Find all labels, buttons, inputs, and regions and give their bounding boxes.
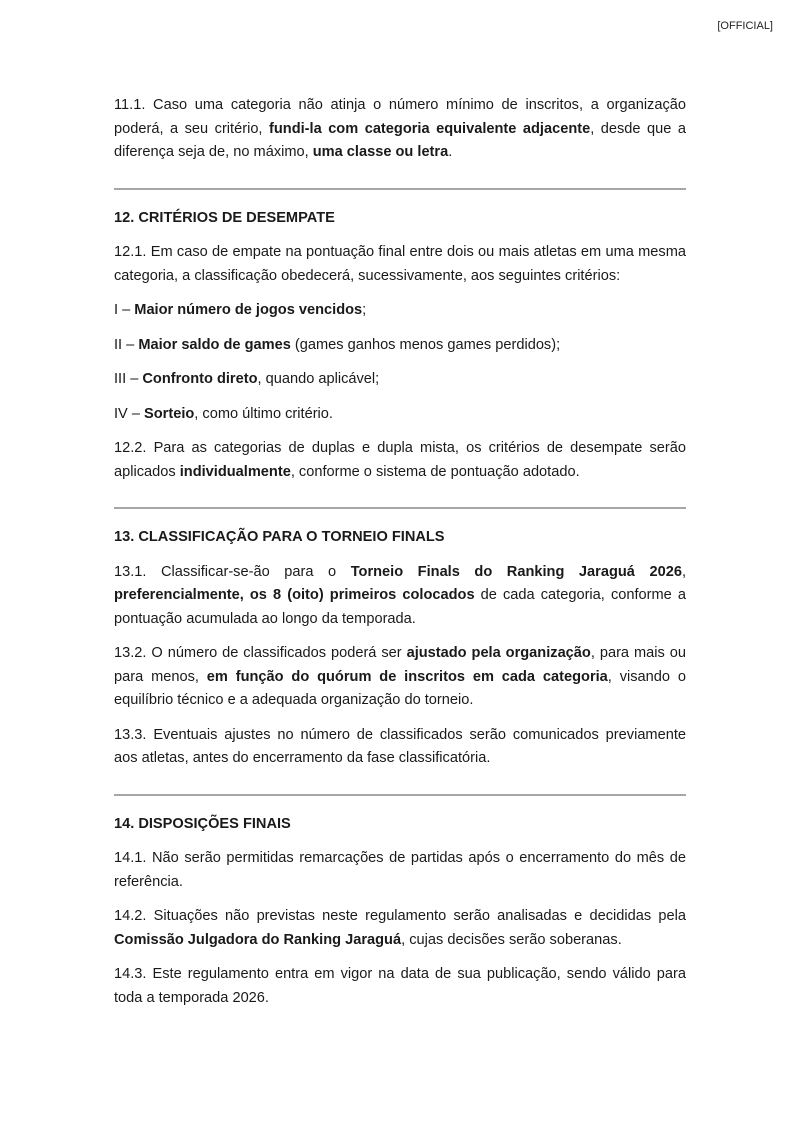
section-14-title: 14. DISPOSIÇÕES FINAIS	[114, 815, 291, 832]
paragraph-14-3: 14.3. Este regulamento entra em vigor na data de sua publicação, sendo válido para toda a temporada 2026.	[114, 966, 686, 1006]
criterion-item: IV – Sorteio, como último critério.	[114, 405, 333, 422]
section-13-title: 13. CLASSIFICAÇÃO PARA O TORNEIO FINALS	[114, 529, 445, 545]
paragraph-14-2: 14.2. Situações não previstas neste regulamento serão analisadas e decididas pela Comissão Julgadora do Ranking Jaraguá, cujas decisões serão soberanas.	[114, 908, 686, 948]
paragraph-13-3: 13.3. Eventuais ajustes no número de classificados serão comunicados previamente aos atletas, antes do encerramento da fase classificatória.	[114, 726, 686, 766]
paragraph-12-1: 12.1. Em caso de empate na pontuação final entre dois ou mais atletas em uma mesma categoria, a classificação obedecerá, sucessivamente, aos seguintes critérios:	[114, 244, 686, 284]
section-12-title: 12. CRITÉRIOS DE DESEMPATE	[114, 209, 335, 226]
paragraph-11-1: 11.1. Caso uma categoria não atinja o número mínimo de inscritos, a organização poderá, a seu critério, fundi-la com categoria equivalente adjacente, desde que a diferença seja de, no máximo, uma classe ou letra.	[114, 97, 687, 160]
section-divider	[114, 507, 686, 509]
criterion-item: III – Confronto direto, quando aplicável;	[114, 371, 380, 387]
classification-label: [OFFICIAL]	[717, 20, 773, 32]
criterion-item: II – Maior saldo de games (games ganhos menos games perdidos);	[114, 336, 561, 353]
section-divider	[114, 794, 686, 796]
paragraph-12-2: 12.2. Para as categorias de duplas e dupla mista, os critérios de desempate serão aplicados individualmente, conforme o sistema de pontuação adotado.	[114, 440, 686, 480]
criterion-item: I – Maior número de jogos vencidos;	[114, 302, 367, 318]
paragraph-14-1: 14.1. Não serão permitidas remarcações de partidas após o encerramento do mês de referência.	[114, 850, 686, 890]
paragraph-13-2: 13.2. O número de classificados poderá ser ajustado pela organização, para mais ou para menos, em função do quórum de inscritos em cada categoria, visando o equilíbrio técnico e a adequada organização do torneio.	[114, 645, 686, 708]
section-divider	[114, 188, 686, 190]
paragraph-13-1: 13.1. Classificar-se-ão para o Torneio Finals do Ranking Jaraguá 2026, preferencialmente, os 8 (oito) primeiros colocados de cada categoria, conforme a pontuação acumulada ao longo da temporada.	[114, 563, 686, 627]
document-body	[114, 94, 686, 1021]
